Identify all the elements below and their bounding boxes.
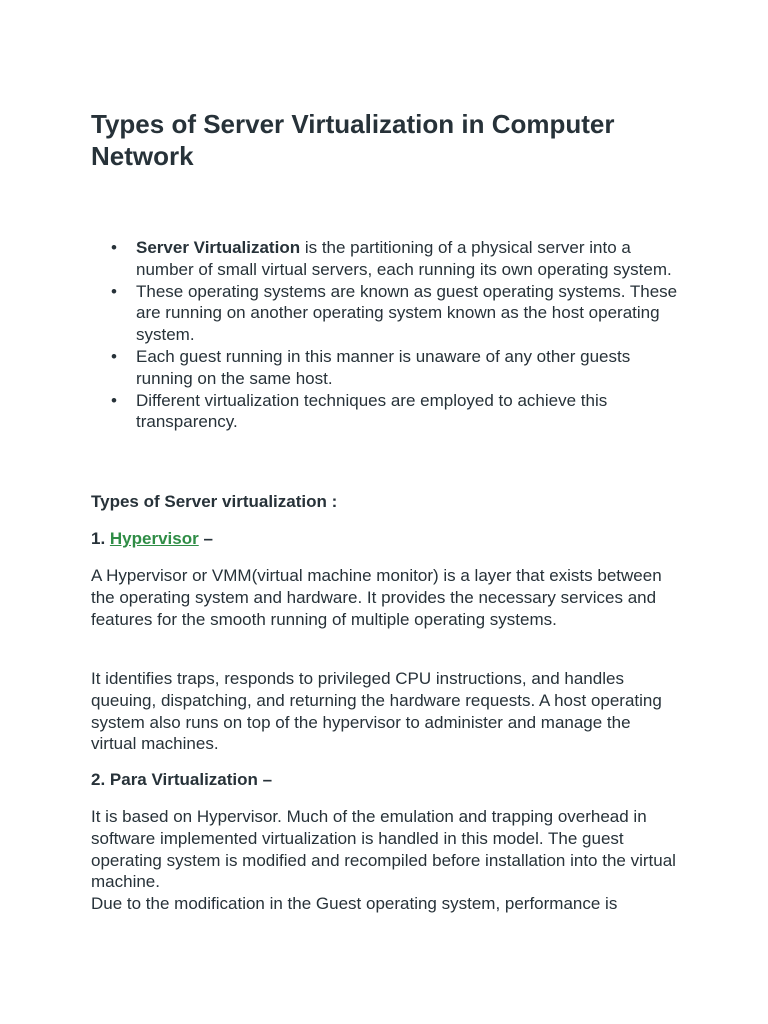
types-heading: Types of Server virtualization :: [91, 492, 338, 511]
bullet-text: is the partitioning of a physical server into a number of small virtual servers, each running its own operating system.: [136, 238, 672, 279]
para-virtualization-paragraph-2: Due to the modification in the Guest operating system, performance is: [91, 894, 618, 914]
hypervisor-paragraph-2: It identifies traps, responds to privileged CPU instructions, and handles queuing, dispatching, and returning the hardware requests. A host operating system also runs on top of the hypervisor to administer and manage the virtual machines.: [91, 669, 662, 754]
hypervisor-dash: –: [198, 529, 213, 548]
hypervisor-heading: [91, 528, 676, 550]
hypervisor-number: 1.: [91, 529, 110, 548]
bullet-text: Different virtualization techniques are employed to achieve this transparency.: [136, 390, 608, 432]
bullet-text: Each guest running in this manner is unaware of any other guests running on the same host.: [136, 346, 631, 388]
para-virtualization-heading: 2. Para Virtualization –: [91, 770, 273, 789]
list-item: [91, 390, 691, 434]
bullet-text: These operating systems are known as guest operating systems. These are running on another operating system known as the host operating system.: [136, 281, 678, 345]
hypervisor-paragraph-1: A Hypervisor or VMM(virtual machine monitor) is a layer that exists between the operating system and hardware. It provides the necessary services and features for the smooth running of multiple operating systems.: [91, 566, 662, 629]
intro-bullet-list: [91, 237, 691, 433]
list-item: [91, 237, 691, 281]
page-title: Types of Server Virtualization in Computer Network: [91, 109, 615, 171]
list-item: [91, 281, 691, 346]
para-virtualization-text: [91, 806, 676, 915]
hypervisor-link[interactable]: Hypervisor: [109, 529, 199, 548]
bullet-bold-term: Server Virtualization: [136, 238, 301, 257]
para-virtualization-paragraph-1: It is based on Hypervisor. Much of the emulation and trapping overhead in software implemented virtualization is handled in this model. The guest operating system is modified and recompiled before installation into the virtual machine.: [91, 807, 676, 892]
list-item: [91, 346, 691, 390]
